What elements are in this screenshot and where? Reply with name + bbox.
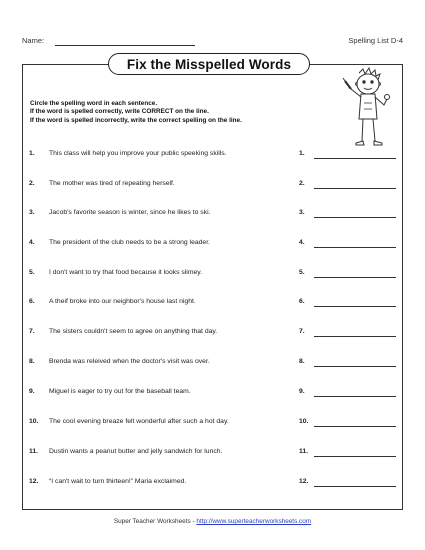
answer-line[interactable] (314, 247, 396, 248)
answer-number: 1. (299, 150, 305, 157)
question-row (22, 180, 403, 192)
question-sentence: Miguel is eager to try out for the baseball team. (49, 388, 191, 395)
question-row (22, 150, 403, 162)
worksheet-title-text: Fix the Misspelled Words (126, 56, 292, 72)
question-number: 11. (29, 448, 39, 455)
answer-line[interactable] (314, 486, 396, 487)
question-sentence: Brenda was releived when the doctor's visit was over. (49, 358, 210, 365)
answer-line[interactable] (314, 396, 396, 397)
answer-number: 6. (299, 298, 305, 305)
question-sentence: This class will help you improve your public speeking skills. (49, 150, 227, 157)
answer-number: 2. (299, 180, 305, 187)
answer-line[interactable] (314, 158, 396, 159)
instructions (30, 100, 330, 125)
question-number: 3. (29, 209, 35, 216)
answer-number: 9. (299, 388, 305, 395)
question-row (22, 328, 403, 340)
answer-line[interactable] (314, 366, 396, 367)
question-sentence: The cool evening breaze felt wonderful after such a hot day. (49, 418, 229, 425)
worksheet-title (108, 53, 310, 75)
question-sentence: The sisters couldn't seem to agree on anything that day. (49, 328, 218, 335)
question-number: 1. (29, 150, 35, 157)
question-sentence: “I can't wait to turn thirteen!” Maria exclaimed. (49, 478, 187, 485)
answer-number: 10. (299, 418, 309, 425)
footer-brand: Super Teacher Worksheets (113, 518, 191, 525)
name-line[interactable] (55, 45, 195, 46)
question-number: 5. (29, 269, 35, 276)
answer-number: 11. (299, 448, 309, 455)
question-number: 10. (29, 418, 39, 425)
spelling-list-label: Spelling List D-4 (348, 36, 403, 45)
question-row (22, 239, 403, 251)
question-row (22, 298, 403, 310)
answer-line[interactable] (314, 306, 396, 307)
answer-number: 12. (299, 478, 309, 485)
answer-number: 4. (299, 239, 305, 246)
question-number: 4. (29, 239, 35, 246)
answer-number: 5. (299, 269, 305, 276)
question-row (22, 418, 403, 430)
question-row (22, 358, 403, 370)
question-number: 9. (29, 388, 35, 395)
question-row (22, 209, 403, 221)
answer-line[interactable] (314, 456, 396, 457)
instruction-line: If the word is spelled correctly, write CORRECT on the line. (30, 108, 209, 116)
question-number: 2. (29, 180, 35, 187)
question-sentence: Jacob's favorite season is winter, since he likes to ski. (49, 209, 211, 216)
question-sentence: Dustin wants a peanut butter and jelly sandwich for lunch. (49, 448, 223, 455)
worksheet-header (22, 36, 403, 48)
answer-line[interactable] (314, 277, 396, 278)
footer-link[interactable]: http://www.superteacherworksheets.com (196, 518, 312, 525)
boy-with-pencil-illustration (339, 67, 395, 153)
instruction-line: Circle the spelling word in each sentence. (30, 100, 158, 107)
question-sentence: I don't want to try that food because it looks slimey. (49, 269, 203, 276)
question-row (22, 478, 403, 490)
footer (0, 518, 425, 525)
question-row (22, 388, 403, 400)
question-number: 8. (29, 358, 35, 365)
name-label: Name: (22, 36, 45, 45)
footer-separator: - (192, 518, 195, 525)
answer-number: 3. (299, 209, 305, 216)
answer-line[interactable] (314, 336, 396, 337)
question-sentence: A theif broke into our neighbor's house last night. (49, 298, 196, 305)
answer-number: 8. (299, 358, 305, 365)
question-number: 12. (29, 478, 39, 485)
question-row (22, 448, 403, 460)
question-row (22, 269, 403, 281)
question-number: 7. (29, 328, 35, 335)
answer-number: 7. (299, 328, 305, 335)
answer-line[interactable] (314, 426, 396, 427)
answer-line[interactable] (314, 217, 396, 218)
answer-line[interactable] (314, 188, 396, 189)
instruction-line: If the word is spelled incorrectly, write the correct spelling on the line. (30, 116, 242, 124)
question-number: 6. (29, 298, 35, 305)
question-sentence: The mother was tired of repeating herself. (49, 180, 175, 187)
question-sentence: The president of the club needs to be a strong leader. (49, 239, 210, 246)
